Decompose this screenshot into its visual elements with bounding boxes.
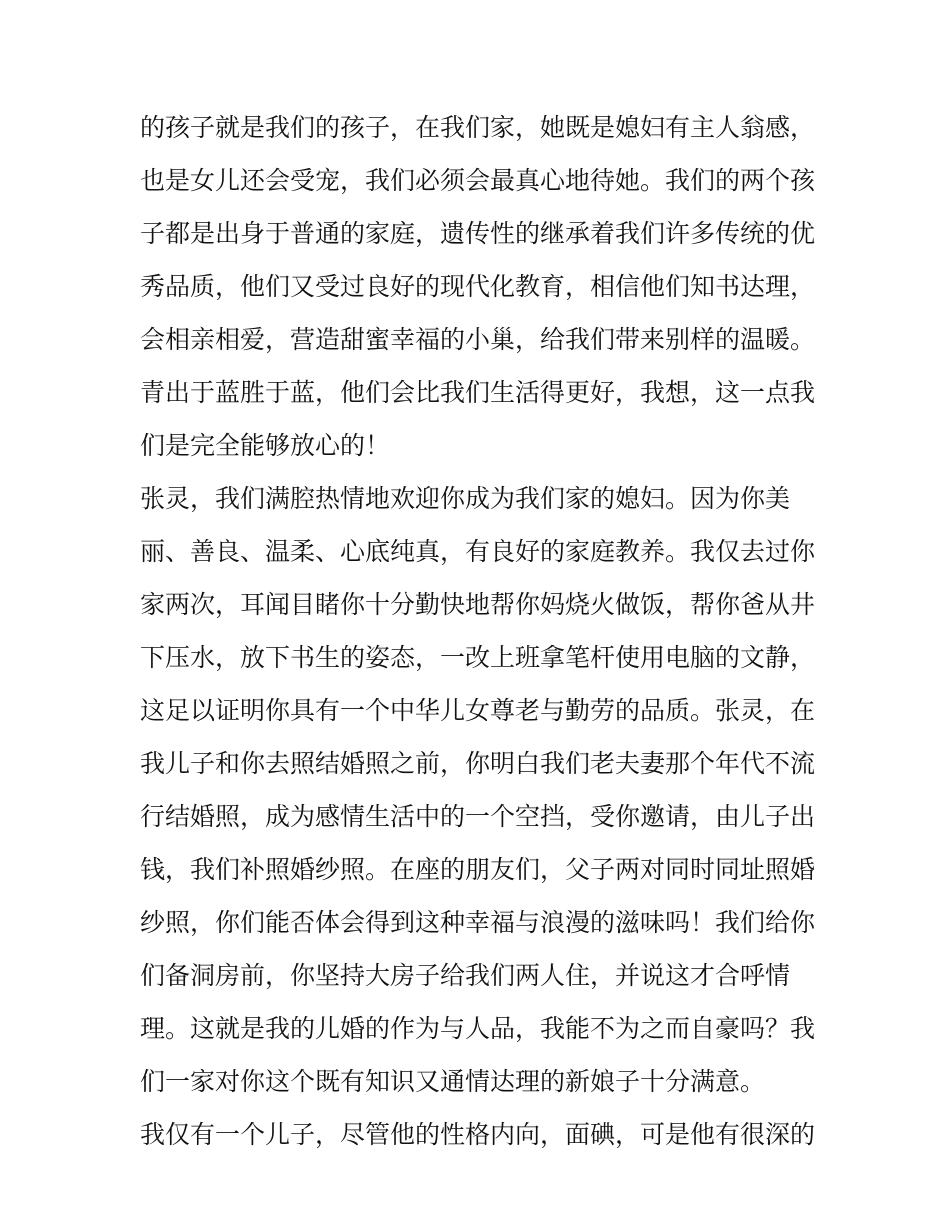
text-line: 我儿子和你去照结婚照之前，你明白我们老夫妻那个年代不流 <box>140 749 816 778</box>
text-line: 钱，我们补照婚纱照。在座的朋友们，父子两对同时同址照婚 <box>140 855 816 884</box>
text-line: 的孩子就是我们的孩子，在我们家，她既是媳妇有主人翁感， <box>140 113 816 142</box>
text-line: 秀品质，他们又受过良好的现代化教育，相信他们知书达理， <box>140 272 816 301</box>
text-line: 这足以证明你具有一个中华儿女尊老与勤劳的品质。张灵，在 <box>140 696 816 725</box>
text-line: 我仅有一个儿子，尽管他的性格内向，面碘，可是他有很深的 <box>140 1120 816 1149</box>
text-line: 也是女儿还会受宠，我们必须会最真心地待她。我们的两个孩 <box>140 166 816 195</box>
text-line: 会相亲相爱，营造甜蜜幸福的小巢，给我们带来别样的温暖。 <box>140 325 816 354</box>
text-line: 们备洞房前，你坚持大房子给我们两人住，并说这才合呼情 <box>140 961 791 990</box>
text-line: 青出于蓝胜于蓝，他们会比我们生活得更好，我想，这一点我 <box>140 378 816 407</box>
text-line: 张灵，我们满腔热情地欢迎你成为我们家的媳妇。因为你美 <box>140 484 791 513</box>
text-line: 纱照，你们能否体会得到这种幸福与浪漫的滋味吗！我们给你 <box>140 908 816 937</box>
text-line: 下压水，放下书生的姿态，一改上班拿笔杆使用电脑的文静， <box>140 643 816 672</box>
text-line: 子都是出身于普通的家庭，遗传性的继承着我们许多传统的优 <box>140 219 816 248</box>
text-line: 理。这就是我的儿婚的作为与人品，我能不为之而自豪吗？我 <box>140 1014 816 1043</box>
text-line: 丽、善良、温柔、心底纯真，有良好的家庭教养。我仅去过你 <box>140 537 816 566</box>
text-line: 行结婚照，成为感情生活中的一个空挡，受你邀请，由儿子出 <box>140 802 816 831</box>
text-line: 家两次，耳闻目睹你十分勤快地帮你妈烧火做饭，帮你爸从井 <box>140 590 816 619</box>
text-line: 们一家对你这个既有知识又通情达理的新娘子十分满意。 <box>140 1067 766 1096</box>
text-line: 们是完全能够放心的！ <box>140 431 391 460</box>
